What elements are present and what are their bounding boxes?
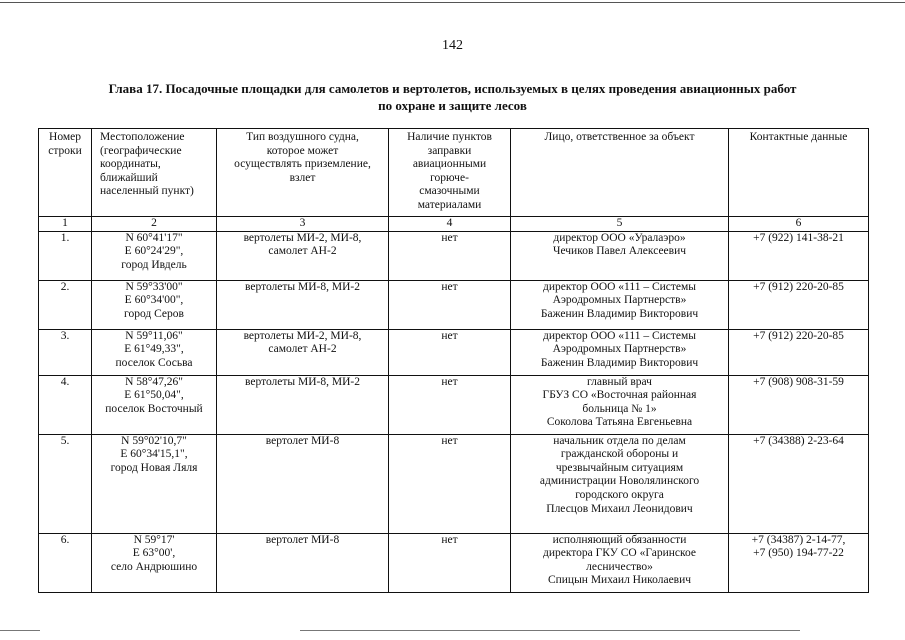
location-cell [92, 329, 217, 375]
cell-text-line: вертолет МИ-8 [265, 434, 340, 447]
cell-text-line: самолет АН-2 [268, 245, 337, 258]
aircraft-cell [217, 231, 389, 280]
fuel-cell: нет [389, 280, 511, 329]
header-text-line: Местоположение [100, 131, 185, 143]
cell-text-line: вертолеты МИ-2, МИ-8, [243, 231, 362, 244]
row-number-cell: 2. [39, 280, 92, 329]
aircraft-cell [217, 329, 389, 375]
cell-text-line: городского округа [575, 488, 664, 501]
location-cell [92, 375, 217, 434]
cell-text-line: главный врач [587, 375, 652, 388]
header-text-line: смазочными [419, 185, 480, 198]
header-text-line: Номер [49, 131, 81, 143]
aircraft-cell [217, 375, 389, 434]
cell-text-line: N 59°11,06" [125, 329, 183, 342]
cell-text-line: Соколова Татьяна Евгеньевна [546, 416, 693, 429]
cell-text-line: +7 (34388) 2-23-64 [753, 434, 844, 447]
header-text-line: координаты, [100, 158, 161, 171]
location-cell [92, 280, 217, 329]
header-text-line: Контактные данные [749, 131, 848, 143]
cell-text-line: вертолеты МИ-8, МИ-2 [245, 280, 360, 293]
aircraft-cell [217, 434, 389, 533]
cell-text-line: N 59°17' [133, 533, 175, 546]
header-text-line: (географические [100, 144, 182, 157]
row-number-cell: 3. [39, 329, 92, 375]
responsible-person-cell [511, 533, 729, 592]
cell-text-line: N 59°02'10,7" [121, 434, 187, 447]
cell-text-line: N 60°41'17" [125, 231, 183, 244]
contacts-cell [729, 375, 869, 434]
cell-text-line: E 60°24'29", [124, 245, 184, 258]
header-text-line: Тип воздушного судна, [246, 131, 359, 143]
column-number: 5 [511, 217, 729, 232]
fuel-cell: нет [389, 434, 511, 533]
cell-text-line: вертолеты МИ-8, МИ-2 [245, 375, 360, 388]
contacts-cell [729, 231, 869, 280]
cell-text-line: поселок Восточный [105, 402, 203, 415]
column-number: 3 [217, 217, 389, 232]
cell-text-line: +7 (950) 194-77-22 [753, 547, 844, 560]
cell-text-line: +7 (34387) 2-14-77, [751, 533, 846, 546]
row-number-cell: 6. [39, 533, 92, 592]
responsible-person-cell [511, 329, 729, 375]
cell-text-line: Баженин Владимир Викторович [540, 356, 699, 369]
cell-text-line: вертолет МИ-8 [265, 533, 340, 546]
cell-text-line: Аэродромных Партнерств» [552, 294, 687, 307]
cell-text-line: город Ивдель [121, 258, 187, 271]
chapter-heading-line-1: Глава 17. Посадочные площадки для самолетов и вертолетов, используемых в целях проведения авиационных работ [108, 81, 797, 96]
cell-text-line: город Серов [124, 307, 184, 320]
cell-text-line: E 60°34'00", [124, 294, 184, 307]
header-responsible-person [511, 129, 729, 217]
row-number-cell: 1. [39, 231, 92, 280]
cell-text-line: вертолеты МИ-2, МИ-8, [243, 329, 362, 342]
column-number: 1 [39, 217, 92, 232]
column-number: 6 [729, 217, 869, 232]
fuel-cell: нет [389, 231, 511, 280]
header-text-line: заправки [427, 144, 472, 157]
cell-text-line: исполняющий обязанности [552, 533, 687, 546]
cell-text-line: N 59°33'00" [125, 280, 183, 293]
fuel-cell: нет [389, 375, 511, 434]
cell-text-line: E 63°00', [132, 547, 176, 560]
cell-text-line: город Новая Ляля [110, 461, 198, 474]
header-text-line: горюче- [430, 171, 469, 184]
cell-text-line: больница № 1» [582, 402, 657, 415]
cell-text-line: село Андрюшино [110, 560, 198, 573]
contacts-cell [729, 329, 869, 375]
header-text-line: взлет [289, 171, 316, 184]
landing-sites-table [38, 128, 869, 593]
cell-text-line: директор ООО «111 – Системы [542, 280, 697, 293]
cell-text-line: директор ООО «Уралаэро» [553, 231, 686, 244]
table-row [39, 329, 869, 375]
header-fuel-points [389, 129, 511, 217]
cell-text-line: Баженин Владимир Викторович [540, 307, 699, 320]
cell-text-line: Чечиков Павел Алексеевич [552, 245, 687, 258]
cell-text-line: +7 (912) 220-20-85 [753, 329, 844, 342]
header-aircraft-type [217, 129, 389, 217]
chapter-heading-line-2: по охране и защите лесов [378, 98, 527, 113]
cell-text-line: лесничество» [586, 560, 653, 573]
cell-text-line: +7 (922) 141-38-21 [753, 231, 844, 244]
table-row [39, 375, 869, 434]
cell-text-line: +7 (908) 908-31-59 [753, 375, 844, 388]
column-number-row [39, 217, 869, 232]
responsible-person-cell [511, 280, 729, 329]
header-text-line: осуществлять приземление, [234, 158, 371, 171]
row-number-cell: 5. [39, 434, 92, 533]
header-location [92, 129, 217, 217]
header-text-line: Лицо, ответственное за объект [544, 131, 695, 143]
responsible-person-cell [511, 231, 729, 280]
cell-text-line: N 58°47,26" [125, 375, 183, 388]
table-body [39, 231, 869, 592]
cell-text-line: E 61°50,04", [124, 389, 184, 402]
column-number: 4 [389, 217, 511, 232]
contacts-cell [729, 533, 869, 592]
cell-text-line: директора ГКУ СО «Гаринское [543, 547, 696, 560]
header-text-line: строки [48, 144, 82, 157]
header-text-line: населенный пункт) [100, 185, 194, 198]
cell-text-line: Аэродромных Партнерств» [552, 343, 687, 356]
location-cell [92, 231, 217, 280]
responsible-person-cell [511, 434, 729, 533]
table-header-row [39, 129, 869, 217]
cell-text-line: директор ООО «111 – Системы [542, 329, 697, 342]
scan-bottom-mark [0, 630, 40, 631]
table-row [39, 434, 869, 533]
chapter-heading [40, 80, 865, 114]
cell-text-line: +7 (912) 220-20-85 [753, 280, 844, 293]
scan-bottom-mark [300, 630, 800, 631]
fuel-cell: нет [389, 533, 511, 592]
header-row-number [39, 129, 92, 217]
contacts-cell [729, 434, 869, 533]
aircraft-cell [217, 280, 389, 329]
aircraft-cell [217, 533, 389, 592]
cell-text-line: самолет АН-2 [268, 343, 337, 356]
fuel-cell: нет [389, 329, 511, 375]
cell-text-line: поселок Сосьва [115, 356, 193, 369]
table-row [39, 280, 869, 329]
cell-text-line: администрации Новолялинского [539, 475, 700, 488]
header-text-line: ближайший [100, 171, 158, 184]
cell-text-line: Спицын Михаил Николаевич [547, 574, 692, 587]
table-row [39, 533, 869, 592]
column-number: 2 [92, 217, 217, 232]
table-row [39, 231, 869, 280]
header-text-line: которое может [266, 144, 339, 157]
row-number-cell: 4. [39, 375, 92, 434]
header-text-line: авиационными [412, 158, 487, 171]
cell-text-line: E 60°34'15,1", [120, 448, 188, 461]
cell-text-line: Плесцов Михаил Леонидович [546, 502, 693, 515]
contacts-cell [729, 280, 869, 329]
header-text-line: материалами [417, 198, 482, 211]
location-cell [92, 533, 217, 592]
cell-text-line: ГБУЗ СО «Восточная районная [542, 389, 697, 402]
cell-text-line: начальник отдела по делам [553, 434, 686, 447]
header-contacts [729, 129, 869, 217]
cell-text-line: E 61°49,33", [124, 343, 184, 356]
cell-text-line: чрезвычайным ситуациям [555, 461, 684, 474]
page-number: 142 [442, 38, 463, 53]
location-cell [92, 434, 217, 533]
header-text-line: Наличие пунктов [407, 131, 492, 143]
cell-text-line: гражданской обороны и [560, 448, 679, 461]
responsible-person-cell [511, 375, 729, 434]
scan-top-edge [0, 2, 905, 3]
